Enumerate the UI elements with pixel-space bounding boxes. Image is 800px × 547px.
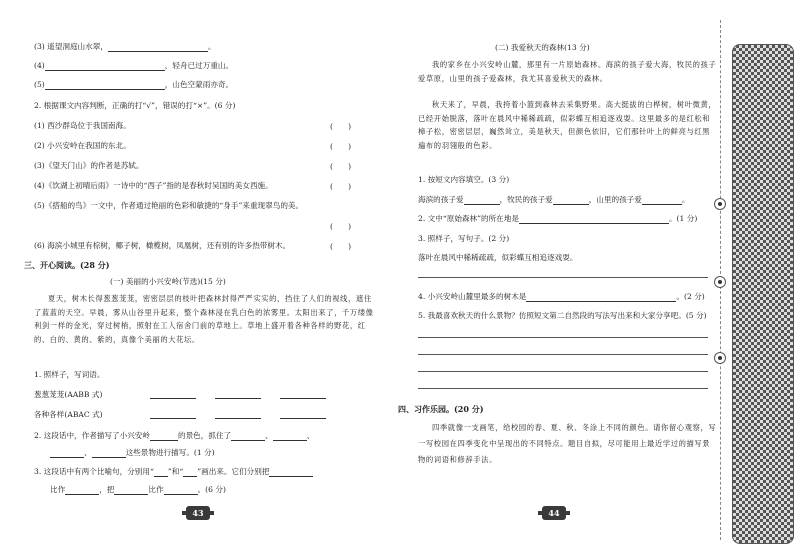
answer-blank[interactable] bbox=[464, 196, 500, 205]
judgment-4-answer[interactable]: ( ) bbox=[330, 182, 352, 191]
answer-blank[interactable] bbox=[642, 196, 682, 205]
r1-q3-f: 比作 bbox=[148, 485, 164, 494]
r1-q3-d: 比作 bbox=[50, 485, 66, 494]
r1-q3-b: ”和“ bbox=[167, 467, 184, 476]
judgment-5-answer[interactable]: ( ) bbox=[330, 222, 352, 231]
answer-line[interactable] bbox=[418, 277, 708, 278]
r1-q3-cont bbox=[50, 485, 226, 495]
answer-line[interactable] bbox=[418, 371, 708, 372]
q3-line-5 bbox=[34, 80, 233, 90]
answer-line[interactable] bbox=[418, 388, 708, 389]
q3-line-3 bbox=[34, 42, 216, 52]
reading-2-paragraph-1: 我的家乡在小兴安岭山麓，那里有一片原始森林。海滨的孩子爱大海，牧民的孩子爱草原，山里的孩子爱森林，我尤其喜爱秋天的森林。 bbox=[418, 60, 717, 83]
q3-line-3-suffix: 。 bbox=[207, 42, 216, 51]
r1-q2-c: 这些景物进行描写。(1 分) bbox=[125, 448, 215, 457]
reading-1-title bbox=[110, 276, 226, 287]
answer-blank[interactable] bbox=[215, 410, 261, 419]
judgment-6-answer[interactable]: ( ) bbox=[330, 242, 352, 251]
q2-title: 2. 根据课文内容判断，正确的打“√”，错误的打“×”。(6 分) bbox=[34, 101, 236, 110]
judgment-2: (2) 小兴安岭在我国的东北。 bbox=[34, 141, 131, 150]
right-page bbox=[395, 0, 725, 547]
q3-line-5-prefix: (5) bbox=[34, 80, 45, 89]
reading-2-title bbox=[495, 42, 590, 53]
r1-q3-a: 3. 这段话中有两个比喻句，分别用“ bbox=[34, 467, 154, 476]
q3-line-4-prefix: (4) bbox=[34, 61, 45, 70]
judgment-1: (1) 西沙群岛位于我国南海。 bbox=[34, 121, 131, 130]
r2-q4-text: 4. 小兴安岭山麓里最多的树木是 bbox=[418, 292, 527, 301]
answer-blank[interactable] bbox=[150, 410, 196, 419]
r2-q3-example: 落叶在晨风中稀稀疏疏，似彩蝶互相追逐戏耍。 bbox=[418, 253, 578, 262]
answer-blank[interactable] bbox=[215, 390, 261, 399]
left-page bbox=[0, 0, 395, 547]
answer-blank[interactable] bbox=[269, 468, 313, 477]
answer-blank[interactable] bbox=[114, 486, 148, 495]
r2-q1-b: ，牧民的孩子爱 bbox=[499, 195, 553, 204]
answer-blank[interactable] bbox=[183, 468, 197, 477]
answer-blank[interactable] bbox=[280, 390, 326, 399]
r2-q2 bbox=[418, 214, 697, 224]
r2-q5: 5. 我最喜欢秋天的什么景物？仿照短文第二自然段的写法写出来和大家分享吧。(5 分) bbox=[418, 311, 707, 320]
answer-blank[interactable] bbox=[280, 410, 326, 419]
answer-line[interactable] bbox=[418, 337, 708, 338]
r2-q4 bbox=[418, 292, 705, 302]
reading-1-passage: 夏天，树木长得葱葱茏茏，密密层层的枝叶把森林封得严严实实的，挡住了人们的视线，遮住了蓝蓝的天空。早晨，雾从山谷里升起来，整个森林浸在乳白色的浓雾里。太阳出来了，千万缕像利剑一样的金光，穿过树梢，照射在工人宿舍门前的草地上。草地上盛开着各种各样的野花，红的、白的、黄的、紫的，真像个美丽的大花坛。 bbox=[34, 294, 374, 344]
r1-q2: 2. 这段话中，作者描写了小兴安岭 的景色，抓住了 、 、 bbox=[34, 431, 315, 440]
r1-q1: 1. 照样子，写词语。 bbox=[34, 370, 105, 379]
r2-q4-score: 。(2 分) bbox=[676, 292, 705, 301]
answer-blank[interactable] bbox=[273, 432, 307, 441]
r2-q1-a: 海滨的孩子爱 bbox=[418, 195, 464, 204]
answer-blank[interactable] bbox=[519, 215, 669, 224]
answer-blank[interactable] bbox=[154, 468, 168, 477]
answer-blank[interactable] bbox=[45, 81, 165, 90]
binding-hole-icon bbox=[714, 276, 726, 288]
answer-line[interactable] bbox=[418, 354, 708, 355]
answer-blank[interactable] bbox=[231, 432, 265, 441]
answer-blank[interactable] bbox=[150, 432, 178, 441]
answer-blank[interactable] bbox=[92, 449, 126, 458]
judgment-5: (5)《搭船的鸟》一文中，作者通过艳丽的色彩和敏捷的“身手”来重现翠鸟的美。 bbox=[34, 201, 304, 210]
judgment-1-answer[interactable]: ( ) bbox=[330, 122, 352, 131]
r2-q1-d: 。 bbox=[681, 195, 690, 204]
answer-blank[interactable] bbox=[45, 62, 165, 71]
essay-prompt: 四季就像一支画笔，给校园的春、夏、秋、冬涂上不同的颜色。请你留心观察，写一写校园在四季变化中呈现出的不同特点。题目自拟，尽可能用上最近学过的描写景物的词语和修辞手法。 bbox=[418, 423, 717, 464]
reading-2-title-text: (二) 我爱秋天的森林(13 分) bbox=[495, 43, 590, 52]
answer-blank[interactable] bbox=[526, 293, 676, 302]
r1-q3 bbox=[34, 467, 313, 477]
answer-blank[interactable] bbox=[553, 196, 589, 205]
answer-blank[interactable] bbox=[108, 43, 208, 52]
r2-q1: 1. 按短文内容填空。(3 分) bbox=[418, 175, 510, 184]
judgment-2-answer[interactable]: ( ) bbox=[330, 142, 352, 151]
section-4-title: 四、习作乐园。(20 分) bbox=[398, 404, 484, 414]
reading-2-paragraph-2: 秋天来了，早晨，我挎着小篮到森林去采集野果。高大挺拔的白桦树，树叶微黄，已经开始脱落，落叶在晨风中稀稀疏疏，似彩蝶互相追逐戏耍。这里最多的是红松和樟子松，密密层层，巍然耸立，美是秋天，但颜色依旧，它们那针叶上的鲜亮与红黑遍布的羽翎般的色彩。 bbox=[418, 100, 717, 150]
r2-q1-c: ，山里的孩子爱 bbox=[588, 195, 642, 204]
r1-q1-a-text: 葱葱茏茏(AABB 式) bbox=[34, 390, 103, 399]
r2-q2-score: 。(1 分) bbox=[668, 214, 698, 223]
r1-q3-e: ，把 bbox=[99, 485, 115, 494]
r1-q3-c: ”画出来。它们分别把 bbox=[197, 467, 270, 476]
r2-q2-text: 2. 文中“原始森林”的所在地是 bbox=[418, 214, 519, 223]
answer-blank[interactable] bbox=[164, 486, 198, 495]
answer-blank[interactable] bbox=[150, 390, 196, 399]
page-number-left: 43 bbox=[186, 506, 210, 520]
binding-hole-icon bbox=[714, 198, 726, 210]
page-number-right: 44 bbox=[542, 506, 566, 520]
judgment-3: (3)《望天门山》的作者是苏轼。 bbox=[34, 161, 144, 170]
q3-line-3-prefix: (3) 遥望洞庭山水翠， bbox=[34, 42, 108, 51]
reading-1-title-text: (一) 美丽的小兴安岭(节选)(15 分) bbox=[110, 277, 226, 286]
section-3-title: 三、开心阅读。(28 分) bbox=[24, 260, 110, 270]
q3-line-4-suffix: ，轻舟已过万重山。 bbox=[164, 61, 234, 70]
judgment-3-answer[interactable]: ( ) bbox=[330, 162, 352, 171]
r2-q1-fill bbox=[418, 195, 689, 205]
r1-q2-a: 2. 这段话中，作者描写了小兴安岭 bbox=[34, 431, 150, 440]
r1-q2-b: 的景色，抓住了 bbox=[177, 431, 232, 440]
q3-line-4 bbox=[34, 61, 233, 71]
answer-blank[interactable] bbox=[65, 486, 99, 495]
judgment-4: (4)《饮湖上初晴后雨》一诗中的“西子”指的是春秋时吴国的美女西施。 bbox=[34, 181, 273, 190]
r2-q3: 3. 照样子，写句子。(2 分) bbox=[418, 234, 510, 243]
r1-q1-b: 各种各样(ABAC 式) bbox=[34, 410, 103, 419]
r1-q1-a bbox=[34, 390, 102, 400]
r1-q2-cont: 、 这些景物进行描写。(1 分) bbox=[50, 448, 215, 458]
answer-blank[interactable] bbox=[50, 449, 84, 458]
binding-hole-icon bbox=[714, 352, 726, 364]
decorative-pattern-strip bbox=[732, 44, 794, 544]
q3-line-5-suffix: ，山色空蒙雨亦奇。 bbox=[164, 80, 234, 89]
r1-q3-g: 。(6 分) bbox=[197, 485, 226, 494]
judgment-6: (6) 海滨小城里有棕树，椰子树，橄榄树，凤凰树，还有别的许多热带树木。 bbox=[34, 241, 291, 250]
